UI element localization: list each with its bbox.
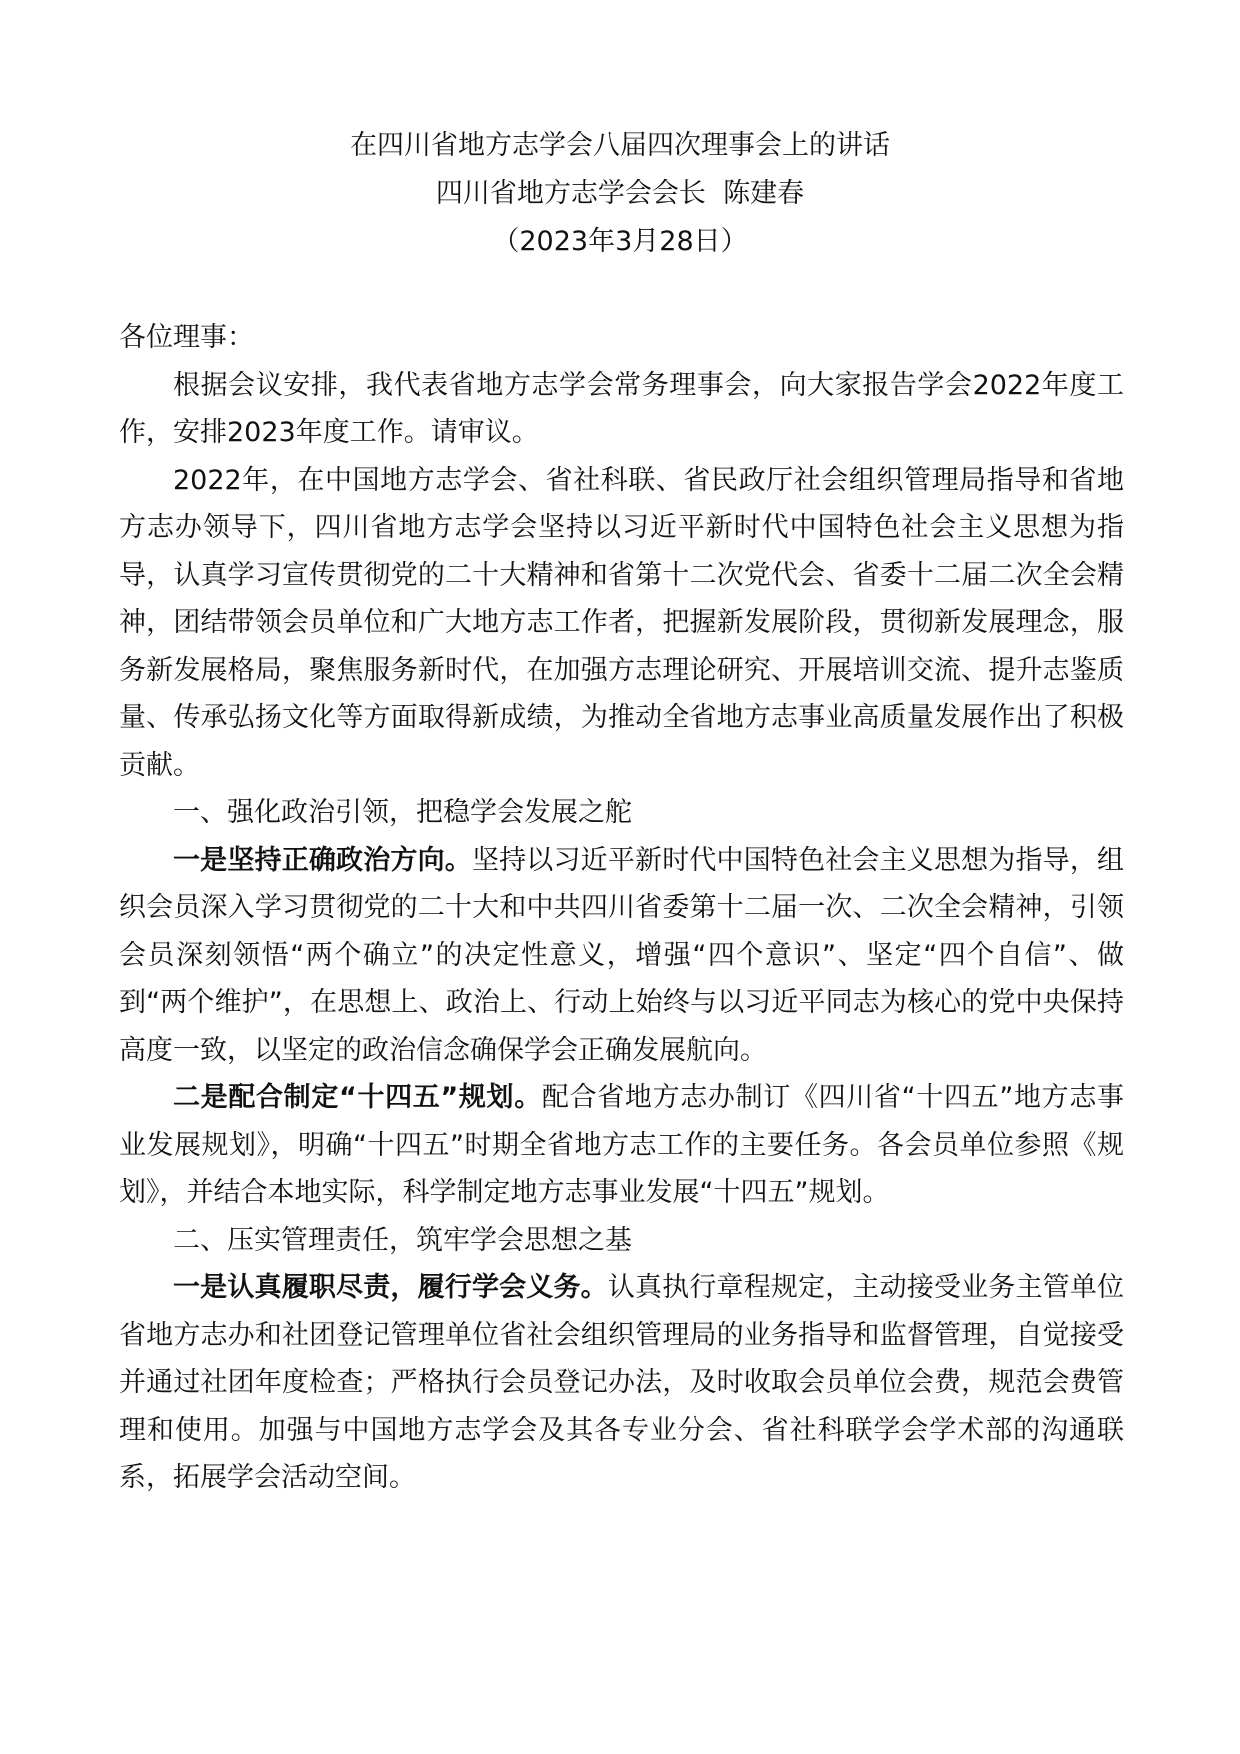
section-1-item-2 — [119, 1074, 1124, 1217]
speaker-line — [0, 170, 1240, 218]
summary-paragraph: 2022年，在中国地方志学会、省社科联、省民政厅社会组织管理局指导和省地方志办领导下，四川省地方志学会坚持以习近平新时代中国特色社会主义思想为指导，认真学习宣传贯彻党的二十大精神和省第十二次党代会、省委十二届二次全会精神，团结带领会员单位和广大地方志工作者，把握新发展阶段，贯彻新发展理念，服务新发展格局，聚焦服务新时代，在加强方志理论研究、开展培训交流、提升志鉴质量、传承弘扬文化等方面取得新成绩，为推动全省地方志事业高质量发展作出了积极贡献。 — [119, 464, 1124, 781]
section-2-item-1-lead: 一是认真履职尽责，履行学会义务。 — [173, 1272, 608, 1303]
section-1-item-1-lead: 一是坚持正确政治方向。 — [173, 844, 472, 876]
section-1-item-1 — [119, 837, 1124, 1075]
date-line: （2023年3月28日） — [492, 226, 748, 257]
section-1-item-2-text: 配合省地方志办制订《四川省“十四五”地方志事业发展规划》，明确“十四五”时期全省地方志工作的主要任务。各会员单位参照《规划》，并结合本地实际，科学制定地方志事业发展“十四五”规划。 — [119, 1082, 1124, 1208]
intro-paragraph: 根据会议安排，我代表省地方志学会常务理事会，向大家报告学会2022年度工作，安排2023年度工作。请审议。 — [119, 369, 1124, 448]
section-1-item-2-lead: 二是配合制定“十四五”规划。 — [173, 1082, 542, 1113]
section-2-heading: 二、压实管理责任，筑牢学会思想之基 — [173, 1224, 632, 1256]
speaker-text: 四川省地方志学会会长 陈建春 — [435, 178, 805, 209]
section-2-item-1 — [119, 1264, 1124, 1502]
salutation: 各位理事： — [119, 322, 254, 353]
section-2-item-1-text: 认真执行章程规定，主动接受业务主管单位省地方志办和社团登记管理单位省社会组织管理局的业务指导和监督管理，自觉接受并通过社团年度检查；严格执行会员登记办法，及时收取会员单位会费，规范会费管理和使用。加强与中国地方志学会及其各专业分会、省社科联学会学术部的沟通联系，拓展学会活动空间。 — [119, 1272, 1125, 1493]
title-block — [0, 122, 1240, 266]
section-1-heading: 一、强化政治引领，把稳学会发展之舵 — [173, 797, 632, 828]
document-body — [119, 314, 1124, 1502]
page-title: 在四川省地方志学会八届四次理事会上的讲话 — [350, 130, 890, 161]
section-1-item-1-text: 坚持以习近平新时代中国特色社会主义思想为指导，组织会员深入学习贯彻党的二十大和中共四川省委第十二届一次、二次全会精神，引领会员深刻领悟“两个确立”的决定性意义，增强“四个意识”、坚定“四个自信”、做到“两个维护”，在思想上、政治上、行动上始终与以习近平同志为核心的党中央保持高度一致，以坚定的政治信念确保学会正确发展航向。 — [119, 844, 1125, 1066]
